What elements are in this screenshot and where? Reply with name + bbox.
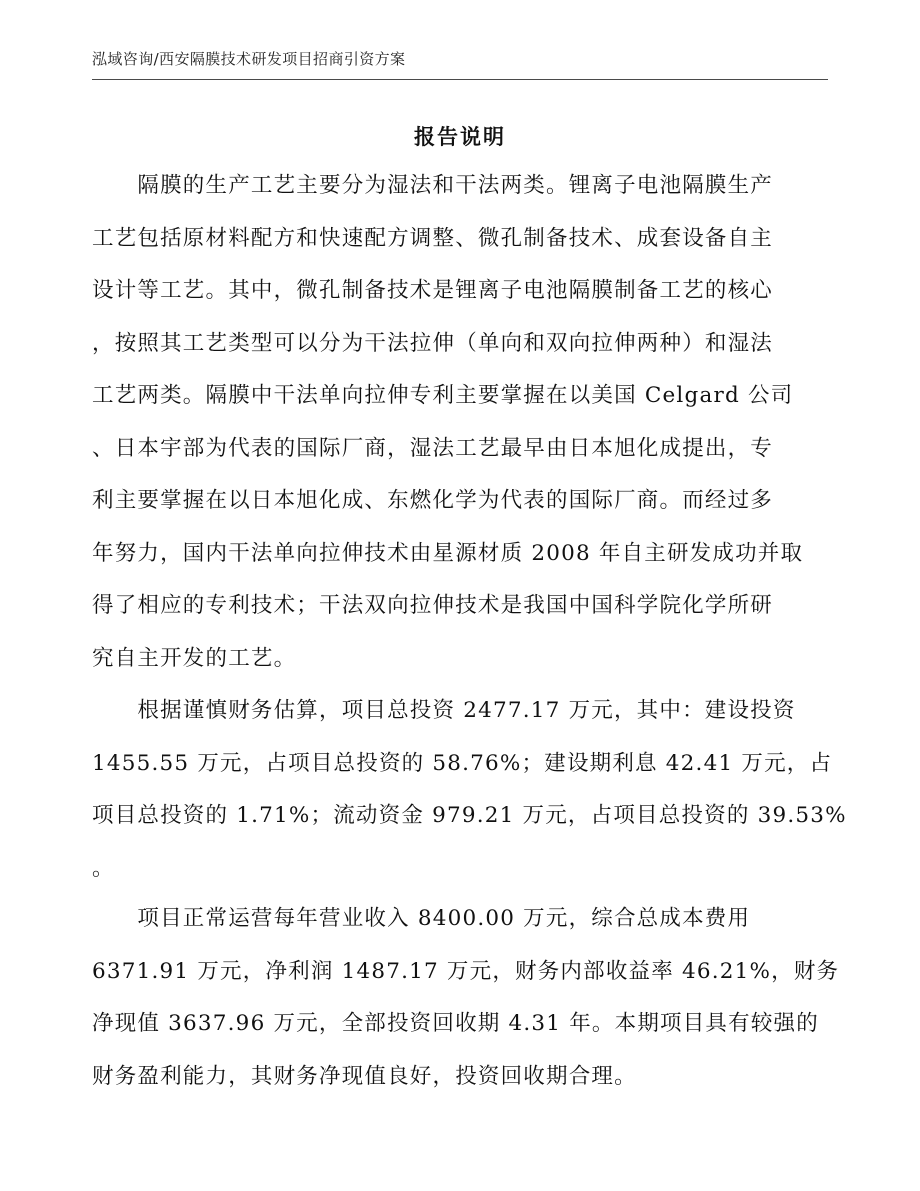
paragraph-line: 隔膜的生产工艺主要分为湿法和干法两类。锂离子电池隔膜生产 (92, 173, 774, 198)
report-title: 报告说明 (414, 125, 506, 149)
header-divider (92, 79, 828, 80)
paragraph-line: 利主要掌握在以日本旭化成、东燃化学为代表的国际厂商。而经过多 (92, 488, 774, 513)
paragraph-line: 净现值 3637.96 万元，全部投资回收期 4.31 年。本期项目具有较强的 (92, 1011, 819, 1036)
paragraph-financials (92, 893, 840, 1103)
paragraph-line: 。 (92, 855, 115, 881)
page-header: 泓域咨询/西安隔膜技术研发项目招商引资方案 (92, 50, 406, 68)
paragraph-line: 、日本宇部为代表的国际厂商，湿法工艺最早由日本旭化成提出，专 (92, 435, 774, 461)
paragraph-line: 6371.91 万元，净利润 1487.17 万元，财务内部收益率 46.21%，财务 (92, 958, 840, 984)
paragraph-line: 工艺两类。隔膜中干法单向拉伸专利主要掌握在以美国 Celgard 公司 (92, 383, 794, 408)
paragraph-line: 年努力，国内干法单向拉伸技术由星源材质 2008 年自主研发成功并取 (92, 540, 804, 566)
paragraph-separator-process (92, 160, 828, 685)
paragraph-line: ，按照其工艺类型可以分为干法拉伸（单向和双向拉伸两种）和湿法 (92, 330, 774, 356)
paragraph-line: 项目正常运营每年营业收入 8400.00 万元，综合总成本费用 (92, 906, 751, 931)
paragraph-line: 工艺包括原材料配方和快速配方调整、微孔制备技术、成套设备自主 (92, 225, 774, 251)
paragraph-line: 财务盈利能力，其财务净现值良好，投资回收期合理。 (92, 1063, 637, 1089)
paragraph-line: 1455.55 万元，占项目总投资的 58.76%；建设期利息 42.41 万元，占 (92, 750, 833, 776)
paragraph-line: 设计等工艺。其中，微孔制备技术是锂离子电池隔膜制备工艺的核心 (92, 278, 774, 303)
paragraph-line: 得了相应的专利技术；干法双向拉伸技术是我国中国科学院化学所研 (92, 593, 774, 618)
paragraph-line: 根据谨慎财务估算，项目总投资 2477.17 万元，其中：建设投资 (92, 698, 796, 723)
paragraph-line: 项目总投资的 1.71%；流动资金 979.21 万元，占项目总投资的 39.53% (92, 803, 847, 828)
paragraph-line: 究自主开发的工艺。 (92, 645, 297, 671)
paragraph-investment (92, 685, 847, 895)
